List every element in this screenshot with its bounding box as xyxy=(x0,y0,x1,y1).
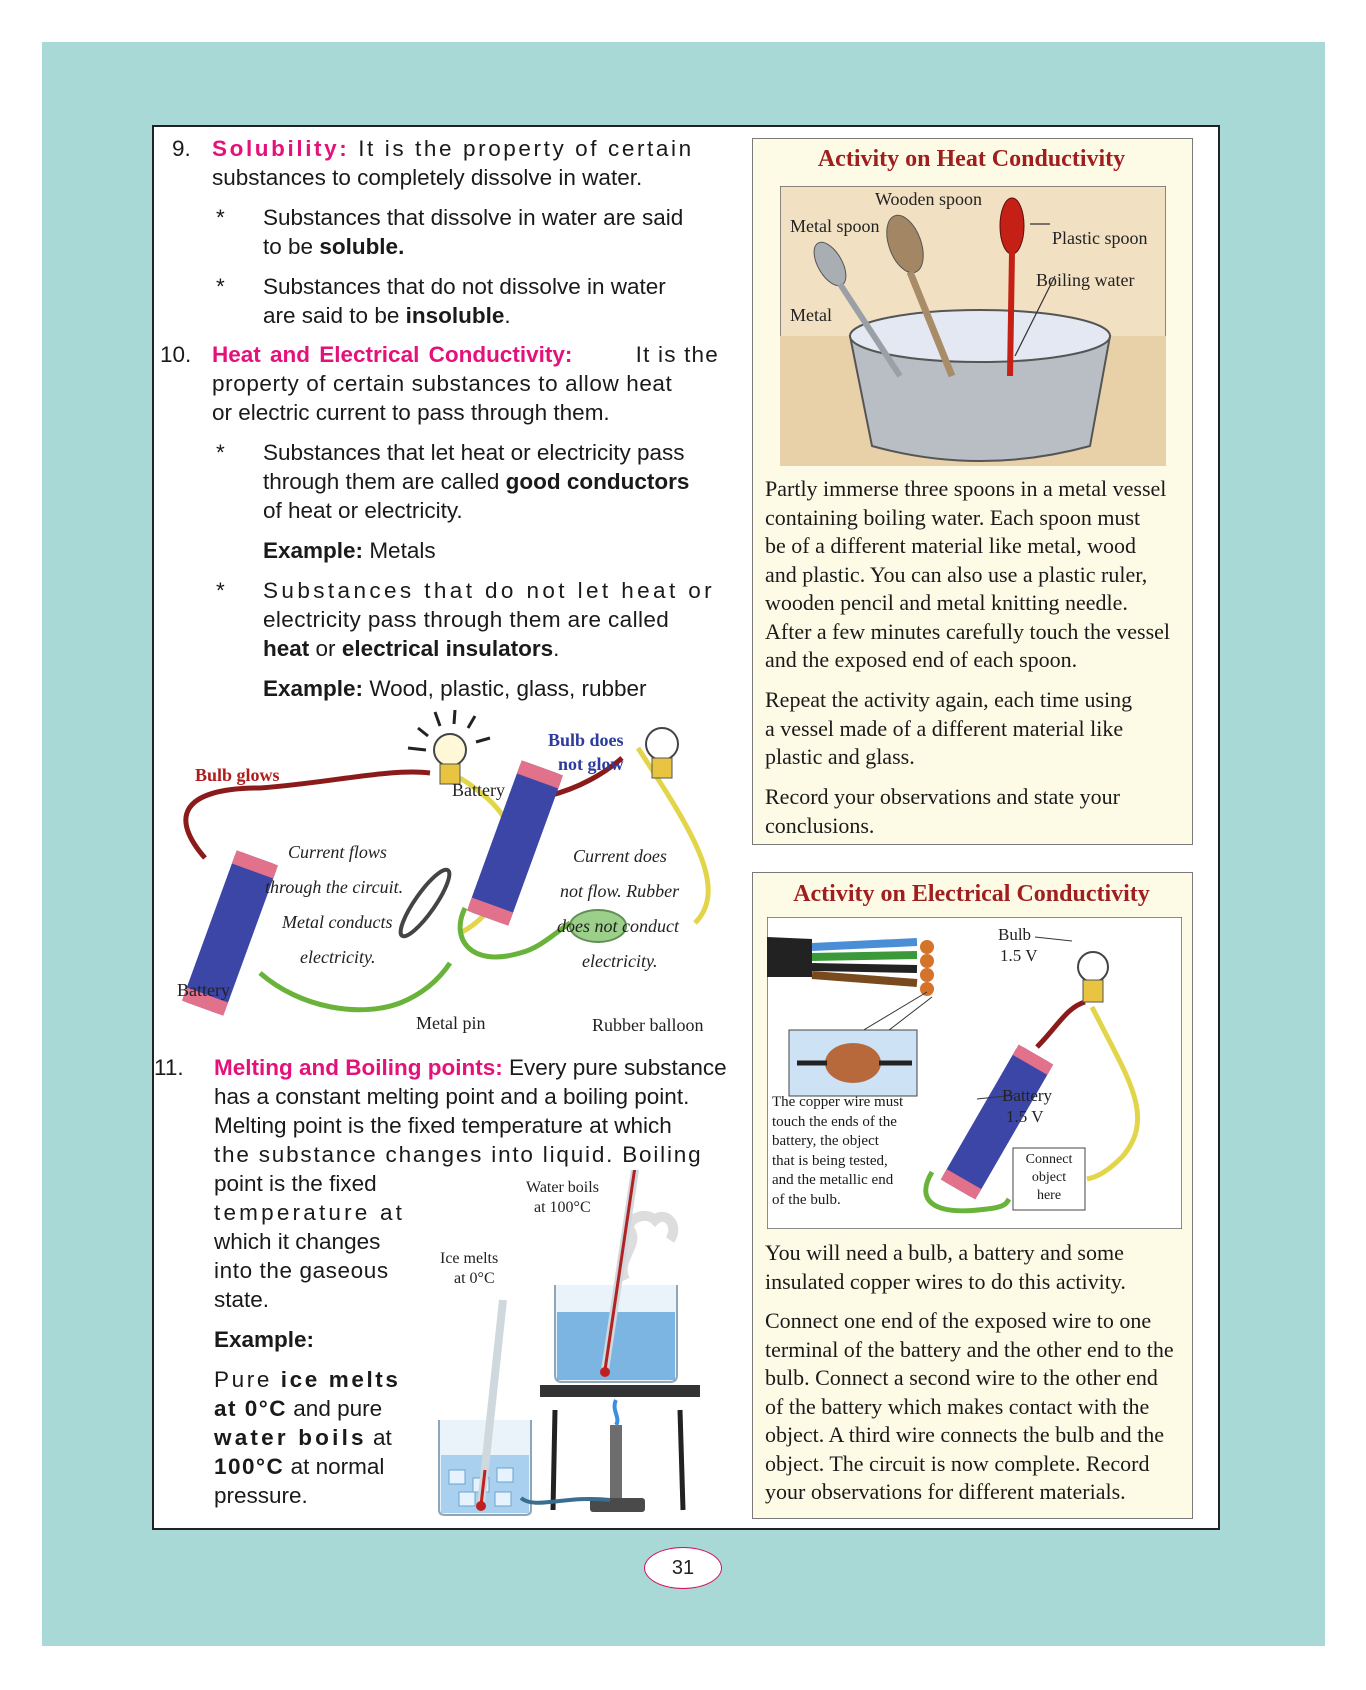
heat-box-title: Activity on Heat Conductivity xyxy=(817,146,1126,172)
circuit-figure xyxy=(160,708,730,1038)
item-11-line1: Melting and Boiling points: Every pure substance xyxy=(214,1055,727,1080)
item-11-narrow-4: into the gaseous xyxy=(214,1258,389,1283)
bullet-star: * xyxy=(216,440,225,465)
item-11-line3: Melting point is the fixed temperature at which xyxy=(214,1113,672,1138)
burner-icon xyxy=(521,1385,700,1512)
label-metal-pin: Metal pin xyxy=(416,1013,486,1033)
item-10-line2: property of certain substances to allow heat xyxy=(212,371,673,396)
label-current-does-2: not flow. Rubber xyxy=(560,881,680,901)
label-bulb-does: Bulb does xyxy=(548,730,624,750)
item-10-bullet1-line3: of heat or electricity. xyxy=(263,498,463,523)
item-11-example-label: Example: xyxy=(214,1327,315,1352)
label-at-0: at 0°C xyxy=(454,1270,495,1287)
heat-box-para3: Record your observations and state your conclusions. xyxy=(765,784,1120,838)
label-not-glow: not glow xyxy=(558,754,624,774)
label-current-does-4: electricity. xyxy=(582,951,658,971)
electrical-box-title: Activity on Electrical Conductivity xyxy=(793,881,1150,907)
item-11-narrow-5: state. xyxy=(214,1287,270,1312)
item-11-line2: has a constant melting point and a boiling point. xyxy=(214,1084,690,1109)
label-at-100: at 100°C xyxy=(534,1199,591,1216)
label-current-does-3: does not conduct xyxy=(557,916,679,936)
item-11-narrow-3: which it changes xyxy=(214,1229,381,1254)
bullet-star: * xyxy=(216,274,225,299)
item-10-bullet1-line2: through them are called good conductors xyxy=(263,469,690,494)
item-10-line1: Heat and Electrical Conductivity: It is the xyxy=(212,342,719,367)
item-9-bullet1-line1: Substances that dissolve in water are said xyxy=(263,205,684,230)
item-10-number: 10. xyxy=(160,342,192,367)
label-plastic-spoon: Plastic spoon xyxy=(1052,228,1148,248)
label-rubber-balloon: Rubber balloon xyxy=(592,1015,704,1035)
item-11-line4: the substance changes into liquid. Boiling xyxy=(214,1142,703,1167)
item-9-number: 9. xyxy=(172,136,191,161)
electrical-box-para2: Connect one end of the exposed wire to one terminal of the battery and the other end to the bulb. Connect a second wire to the other end of the battery which makes contact with the object. A third wire connects the bulb and the object. The circuit is now complete. Record your observations for different materials. xyxy=(765,1308,1174,1504)
label-battery: Battery xyxy=(1002,1086,1053,1105)
item-9-bullet2-line2: are said to be insoluble. xyxy=(263,303,511,328)
heat-box-para2: Repeat the activity again, each time using a vessel made of a different material like plastic and glass. xyxy=(765,687,1133,769)
item-10-heading: Heat and Electrical Conductivity: xyxy=(212,342,573,367)
item-10-bullet2-line2: electricity pass through them are called xyxy=(263,607,670,632)
page-number: 31 xyxy=(644,1547,722,1589)
label-current-flows-1: Current flows xyxy=(288,842,387,862)
bulb-icon xyxy=(1078,952,1108,1002)
label-battery-volt: 1.5 V xyxy=(1006,1107,1044,1126)
label-current-flows-3: Metal conducts xyxy=(282,912,393,932)
item-9-line2: substances to completely dissolve in water. xyxy=(212,165,643,190)
label-metal: Metal xyxy=(790,305,832,325)
item-11-narrow-1: point is the fixed xyxy=(214,1171,377,1196)
item-10-bullet2-line1: Substances that do not let heat or xyxy=(263,578,716,603)
connect-object-label: Connect object here xyxy=(1025,1152,1073,1203)
item-9-line1: Solubility: It is the property of certain xyxy=(212,136,694,161)
copper-wire-note: The copper wire must touch the ends of the battery, the object that is being tested, and the metallic end of the bulb. xyxy=(772,1094,904,1208)
label-bulb-glows: Bulb glows xyxy=(195,765,280,785)
label-battery-right: Battery xyxy=(452,780,505,800)
label-current-flows-4: electricity. xyxy=(300,947,376,967)
item-11-ex-line1: Pure ice melts xyxy=(214,1367,401,1392)
electrical-box-para1: You will need a bulb, a battery and some insulated copper wires to do this activity. xyxy=(765,1240,1126,1294)
item-9-heading: Solubility: xyxy=(212,136,350,161)
metal-pin-icon xyxy=(394,864,456,941)
item-11-ex-line4: 100°C at normal xyxy=(214,1454,385,1479)
item-10-example2: Example: Wood, plastic, glass, rubber xyxy=(263,676,647,701)
label-ice-melts: Ice melts xyxy=(440,1250,499,1267)
label-water-boils: Water boils xyxy=(526,1179,599,1196)
bullet-star: * xyxy=(216,578,225,603)
item-9-bullet1-line2: to be soluble. xyxy=(263,234,405,259)
label-current-does-1: Current does xyxy=(573,846,667,866)
label-current-flows-2: through the circuit. xyxy=(265,877,404,897)
item-11-number: 11. xyxy=(154,1055,184,1080)
label-bulb-volt: 1.5 V xyxy=(1000,946,1038,965)
item-9-bullet2-line1: Substances that do not dissolve in water xyxy=(263,274,666,299)
item-11-ex-line5: pressure. xyxy=(214,1483,308,1508)
item-10-bullet2-line3: heat or electrical insulators. xyxy=(263,636,560,661)
item-11-heading: Melting and Boiling points: xyxy=(214,1055,503,1080)
item-10-example1: Example: Metals xyxy=(263,538,436,563)
item-11-ex-line3: water boils at xyxy=(214,1425,392,1450)
label-metal-spoon: Metal spoon xyxy=(790,216,880,236)
label-wooden-spoon: Wooden spoon xyxy=(875,189,983,209)
item-10-line3: or electric current to pass through them. xyxy=(212,400,610,425)
item-11-ex-line2: at 0°C and pure xyxy=(214,1396,383,1421)
label-boiling-water: Boiling water xyxy=(1036,270,1135,290)
label-bulb: Bulb xyxy=(998,925,1032,944)
heat-box-para1: Partly immerse three spoons in a metal vessel containing boiling water. Each spoon must be of a different material like metal, wood and plastic. You can also use a plastic ruler, wooden pencil and metal knitting needle. After a few minutes carefully touch the vessel and the exposed end of each spoon. xyxy=(765,476,1171,672)
label-battery-left: Battery xyxy=(177,980,230,1000)
bullet-star: * xyxy=(216,205,225,230)
item-10-bullet1-line1: Substances that let heat or electricity pass xyxy=(263,440,685,465)
melting-boiling-figure xyxy=(425,1170,725,1520)
item-11-narrow-2: temperature at xyxy=(214,1200,406,1225)
